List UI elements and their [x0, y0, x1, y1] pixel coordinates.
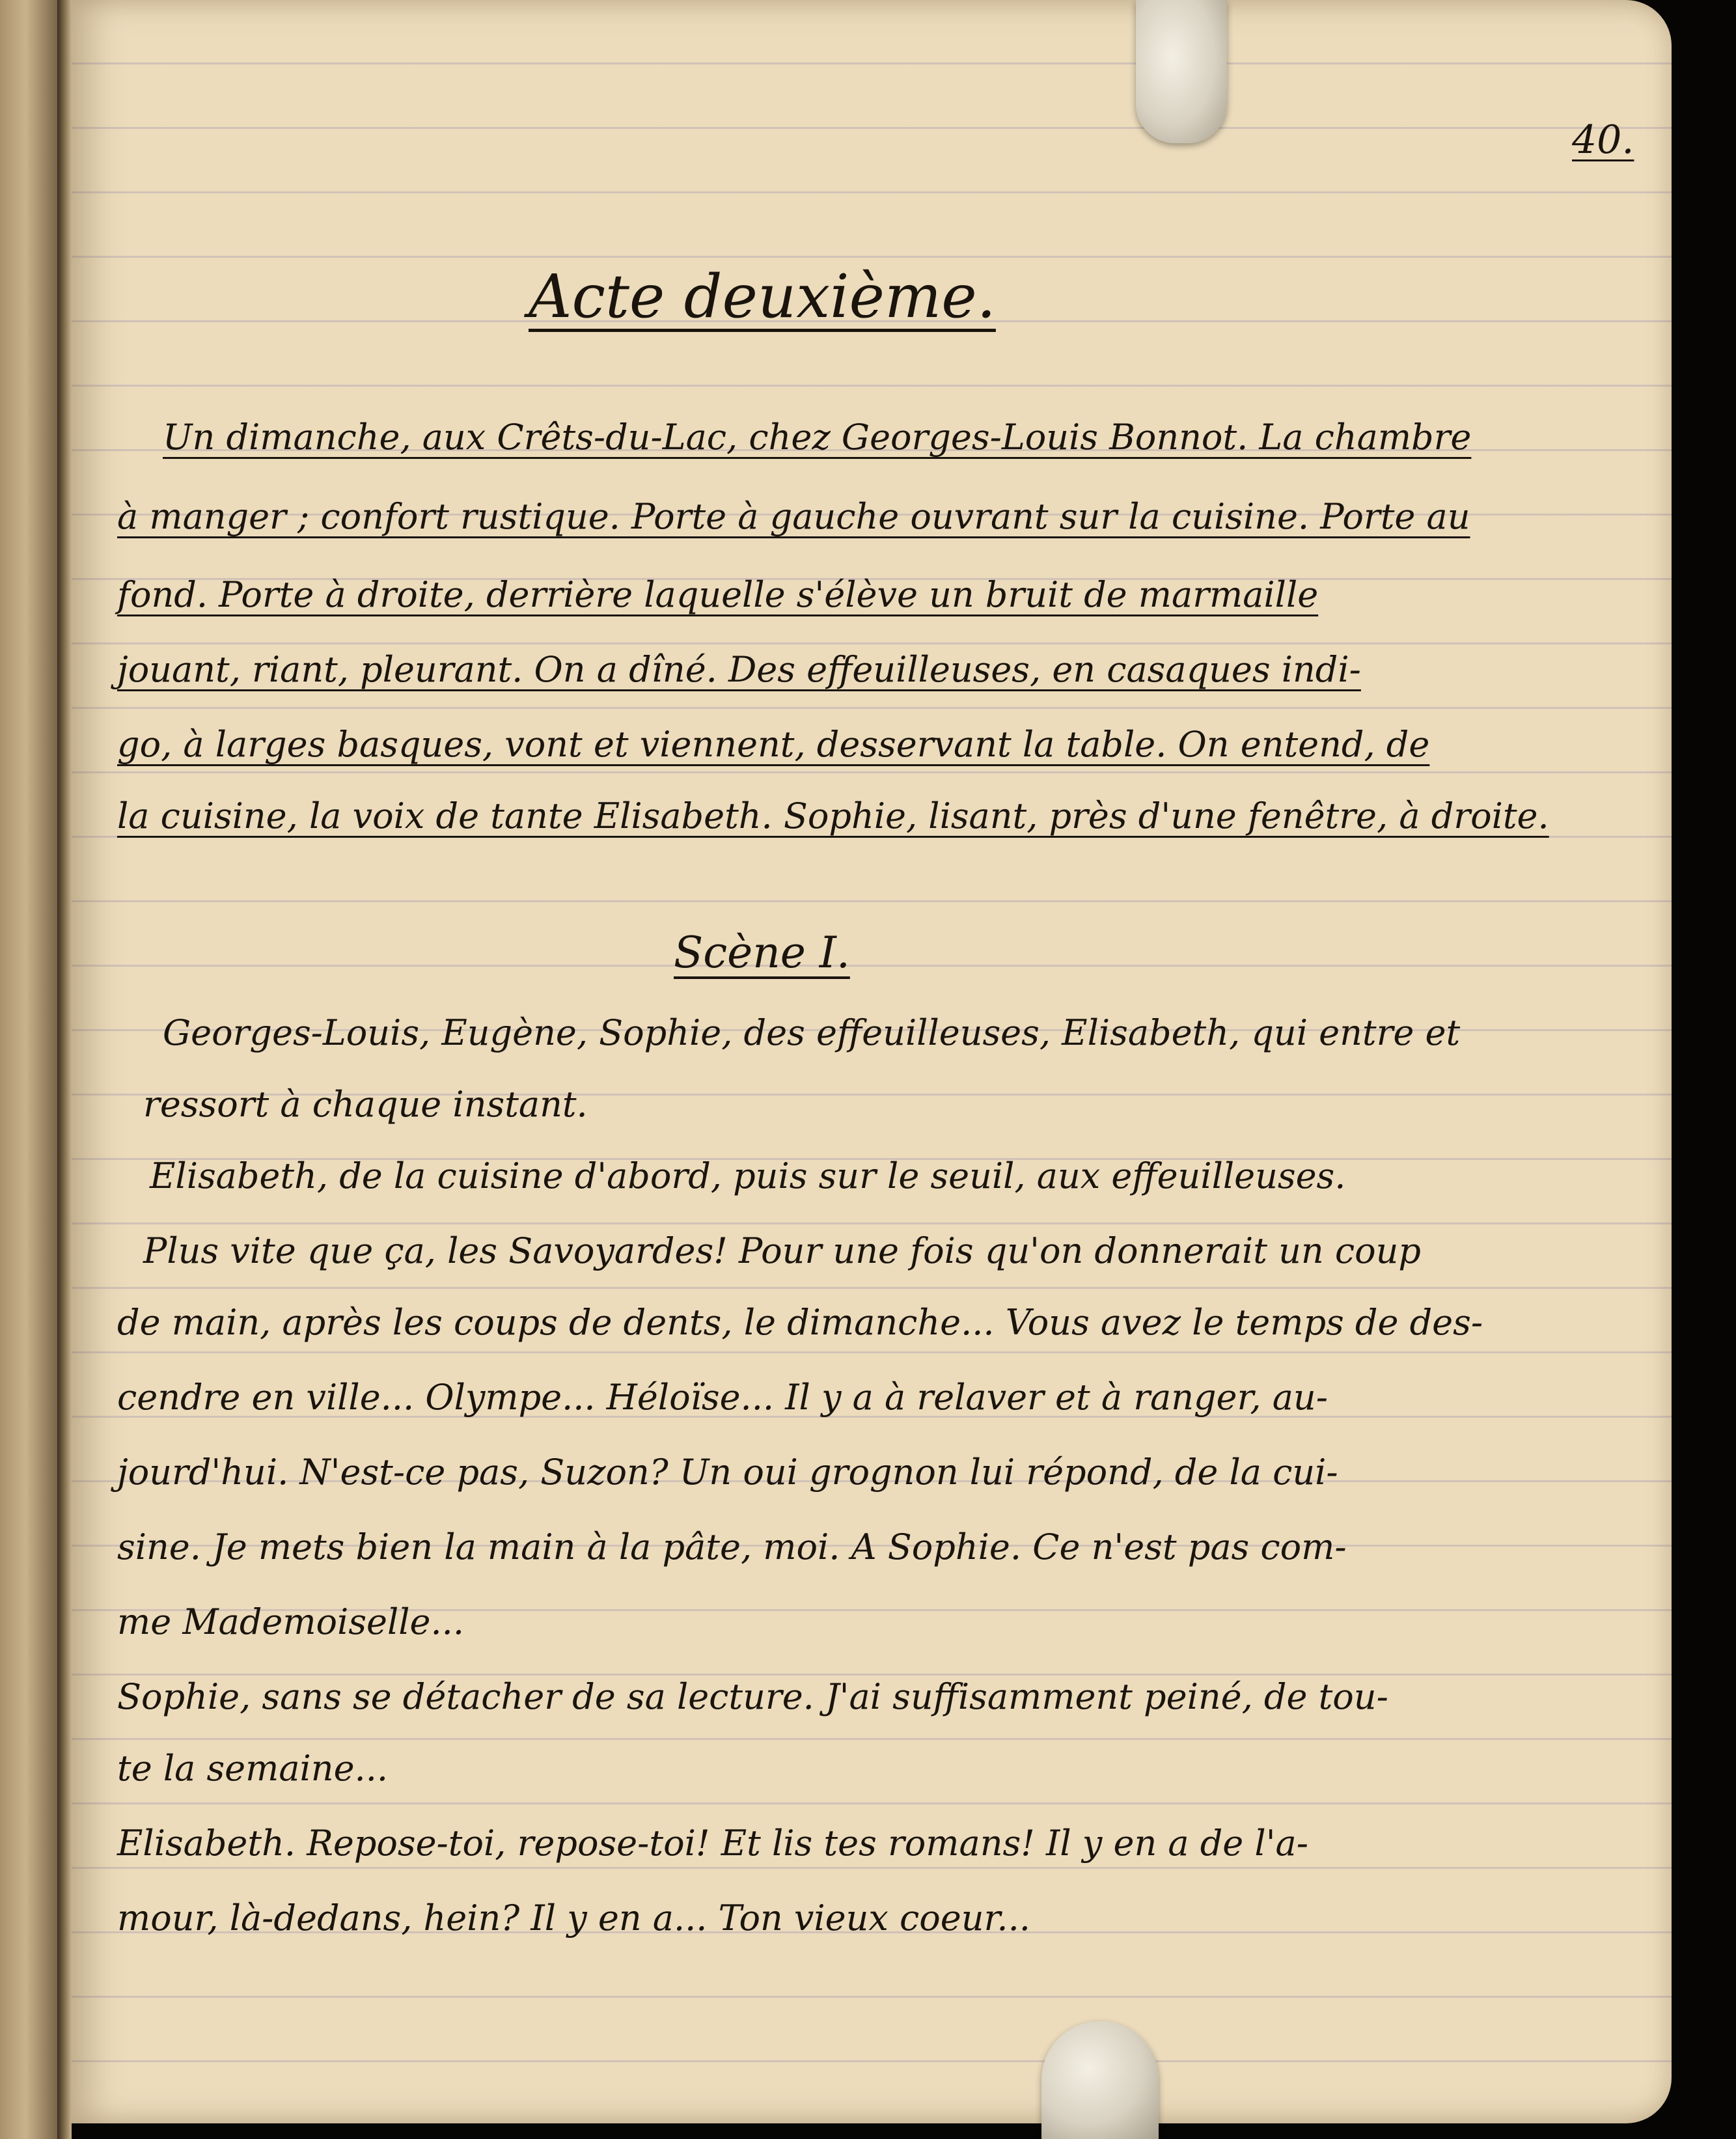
- scene-line: Elisabeth. Repose-toi, repose-toi! Et lis tes romans! Il y en a de l'a-: [117, 1823, 1308, 1864]
- scene-line: Plus vite que ça, les Savoyardes! Pour une fois qu'on donnerait un coup: [143, 1230, 1421, 1271]
- scene-line: me Mademoiselle...: [117, 1601, 464, 1642]
- scene-line: Georges-Louis, Eugène, Sophie, des effeuilleuses, Elisabeth, qui entre et: [163, 1012, 1461, 1053]
- scene-line: cendre en ville... Olympe... Héloïse... Il y a à relaver et à ranger, au-: [117, 1377, 1328, 1418]
- scene-title: Scène I.: [674, 928, 850, 978]
- stage-direction-line: à manger ; confort rustique. Porte à gauche ouvrant sur la cuisine. Porte au: [117, 496, 1470, 537]
- scene-line: Elisabeth, de la cuisine d'abord, puis sur le seuil, aux effeuilleuses.: [150, 1155, 1346, 1196]
- act-title: Acte deuxième.: [529, 262, 996, 331]
- page-number: 40.: [1572, 117, 1634, 163]
- stage-direction-line: la cuisine, la voix de tante Elisabeth. Sophie, lisant, près d'une fenêtre, à droite.: [117, 795, 1549, 836]
- stage-direction-line: go, à larges basques, vont et viennent, desservant la table. On entend, de: [117, 724, 1430, 765]
- bottom-page-clip: [1041, 2021, 1159, 2139]
- scene-line: ressort à chaque instant.: [143, 1084, 588, 1125]
- scene-line: mour, là-dedans, hein? Il y en a... Ton vieux coeur...: [117, 1898, 1030, 1939]
- scene-line: jourd'hui. N'est-ce pas, Suzon? Un oui grognon lui répond, de la cui-: [117, 1452, 1338, 1493]
- scene-line: te la semaine...: [117, 1748, 389, 1789]
- previous-page-edge: [0, 0, 57, 2139]
- scene-line: de main, après les coups de dents, le dimanche... Vous avez le temps de des-: [117, 1302, 1483, 1343]
- notebook-binding: [57, 0, 72, 2139]
- scene-line: Sophie, sans se détacher de sa lecture. J'ai suffisamment peiné, de tou-: [117, 1676, 1388, 1717]
- top-page-clip: [1136, 0, 1227, 143]
- stage-direction-line: Un dimanche, aux Crêts-du-Lac, chez Georges-Louis Bonnot. La chambre: [163, 417, 1472, 458]
- stage-direction-line: fond. Porte à droite, derrière laquelle s'élève un bruit de marmaille: [117, 574, 1319, 615]
- scene-line: sine. Je mets bien la main à la pâte, moi. A Sophie. Ce n'est pas com-: [117, 1526, 1347, 1567]
- stage-direction-line: jouant, riant, pleurant. On a dîné. Des effeuilleuses, en casaques indi-: [117, 649, 1361, 690]
